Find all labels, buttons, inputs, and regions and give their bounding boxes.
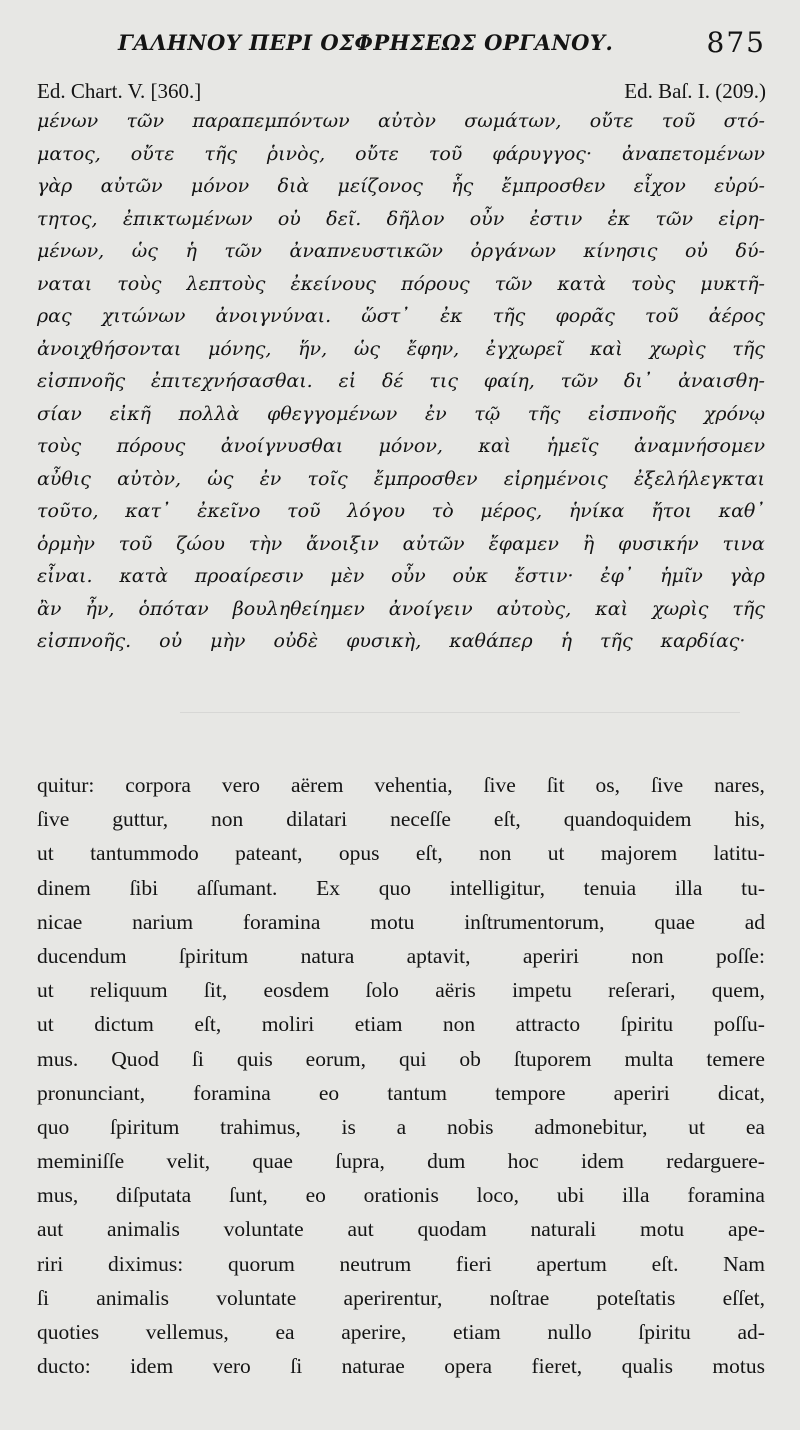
greek-text-line: μένων τῶν παραπεμπόντων αὐτὸν σωμάτων, οὔτε τοῦ στό- bbox=[37, 110, 765, 132]
latin-text-column bbox=[37, 768, 765, 1383]
greek-text-line: τοῦτο, κατ᾽ ἐκεῖνο τοῦ λόγου τὸ μέρος, ἡνίκα ἤτοι καθ᾽ bbox=[37, 500, 765, 522]
faint-bleed-through bbox=[180, 712, 740, 713]
greek-text-line: ματος, οὔτε τῆς ῥινὸς, οὔτε τοῦ φάρυγγος· ἀναπετομένων bbox=[37, 142, 765, 165]
edition-chartier: Ed. Chart. V. [360.] bbox=[37, 79, 202, 103]
latin-text-line: pronunciant, foramina eo tantum tempore aperiri dicat, bbox=[37, 1080, 765, 1105]
edition-basel: Ed. Baſ. I. (209.) bbox=[624, 79, 766, 103]
latin-text-line: mus, diſputata ſunt, eo orationis loco, ubi illa foramina bbox=[37, 1183, 765, 1208]
latin-text-line: ſive guttur, non dilatari neceſſe eſt, quandoquidem his, bbox=[37, 807, 765, 832]
latin-text-line: ut tantummodo pateant, opus eſt, non ut majorem latitu- bbox=[37, 841, 765, 866]
latin-text-line: quitur: corpora vero aërem vehentia, ſive ſit os, ſive nares, bbox=[37, 773, 765, 797]
latin-text-line: meminiſſe velit, quae ſupra, dum hoc idem redarguere- bbox=[37, 1149, 765, 1174]
latin-text-line: aut animalis voluntate aut quodam naturali motu ape- bbox=[37, 1217, 765, 1242]
latin-text-line: ducendum ſpiritum natura aptavit, aperiri non poſſe: bbox=[37, 943, 765, 968]
greek-text-column bbox=[37, 105, 765, 658]
greek-text-line: ὁρμὴν τοῦ ζώου τὴν ἄνοιξιν αὐτῶν ἔφαμεν ἢ φυσικήν τινα bbox=[37, 532, 765, 555]
greek-text-line: γὰρ αὐτῶν μόνον διὰ μείζονος ἧς ἔμπροσθεν εἶχον εὐρύ- bbox=[37, 175, 765, 197]
edition-references bbox=[37, 79, 766, 105]
greek-text-line: αὖθις αὐτὸν, ὡς ἐν τοῖς ἔμπροσθεν εἰρημένοις ἐξελήλεγκται bbox=[37, 467, 765, 490]
latin-text-line: ut dictum eſt, moliri etiam non attracto ſpiritu poſſu- bbox=[37, 1012, 765, 1037]
latin-text-line: ſi animalis voluntate aperirentur, noſtrae poteſtatis eſſet, bbox=[37, 1285, 765, 1310]
greek-text-line: ἂν ἦν, ὁπόταν βουληθείημεν ἀνοίγειν αὐτοὺς, καὶ χωρὶς τῆς bbox=[37, 597, 765, 620]
page-number: 875 bbox=[706, 26, 766, 59]
greek-text-line: εἰσπνοῆς ἐπιτεχνήσασθαι. εἰ δέ τις φαίη, τῶν δι᾽ ἀναισθη- bbox=[37, 370, 765, 392]
greek-text-line: σίαν εἰκῆ πολλὰ φθεγγομένων ἐν τῷ τῆς εἰσπνοῆς χρόνῳ bbox=[37, 402, 765, 425]
latin-text-line: riri diximus: quorum neutrum fieri apertum eſt. Nam bbox=[37, 1251, 765, 1276]
running-title: ΓΑΛΗΝΟΥ ΠΕΡΙ ΟΣΦΡΗΣΕΩΣ ΟΡΓΑΝΟΥ. bbox=[118, 30, 614, 55]
latin-text-line: ducto: idem vero ſi naturae opera fieret, qualis motus bbox=[37, 1354, 765, 1379]
latin-text-line: nicae narium foramina motu inſtrumentorum, quae ad bbox=[37, 909, 765, 934]
greek-text-line: ρας χιτώνων ἀνοιγνύναι. ὥστ᾽ ἐκ τῆς φορᾶς τοῦ ἀέρος bbox=[37, 305, 765, 327]
greek-text-line: εἶναι. κατὰ προαίρεσιν μὲν οὖν οὐκ ἔστιν· ἐφ᾽ ἡμῖν γὰρ bbox=[37, 565, 765, 587]
latin-text-line: ut reliquum ſit, eosdem ſolo aëris impetu reſerari, quem, bbox=[37, 978, 765, 1003]
greek-text-line: εἰσπνοῆς. οὐ μὴν οὐδὲ φυσικὴ, καθάπερ ἡ τῆς καρδίας· bbox=[37, 630, 746, 652]
running-head bbox=[112, 26, 766, 60]
greek-text-line: ναται τοὺς λεπτοὺς ἐκείνους πόρους τῶν κατὰ τοὺς μυκτῆ- bbox=[37, 272, 765, 295]
latin-text-line: mus. Quod ſi quis eorum, qui ob ſtuporem multa temere bbox=[37, 1046, 765, 1071]
greek-text-line: ἀνοιχθήσονται μόνης, ἥν, ὡς ἔφην, ἐγχωρεῖ καὶ χωρὶς τῆς bbox=[37, 337, 765, 360]
greek-text-line: μένων, ὡς ἡ τῶν ἀναπνευστικῶν ὀργάνων κίνησις οὐ δύ- bbox=[37, 240, 765, 262]
latin-text-line: quoties vellemus, ea aperire, etiam nullo ſpiritu ad- bbox=[37, 1320, 765, 1344]
greek-text-line: τοὺς πόρους ἀνοίγνυσθαι μόνον, καὶ ἡμεῖς ἀναμνήσομεν bbox=[37, 435, 765, 457]
latin-text-line: dinem ſibi aſſumant. Ex quo intelligitur, tenuia illa tu- bbox=[37, 875, 765, 900]
latin-text-line: quo ſpiritum trahimus, is a nobis admonebitur, ut ea bbox=[37, 1114, 765, 1139]
greek-text-line: τητος, ἐπικτωμένων οὐ δεῖ. δῆλον οὖν ἐστιν ἐκ τῶν εἰρη- bbox=[37, 207, 765, 230]
